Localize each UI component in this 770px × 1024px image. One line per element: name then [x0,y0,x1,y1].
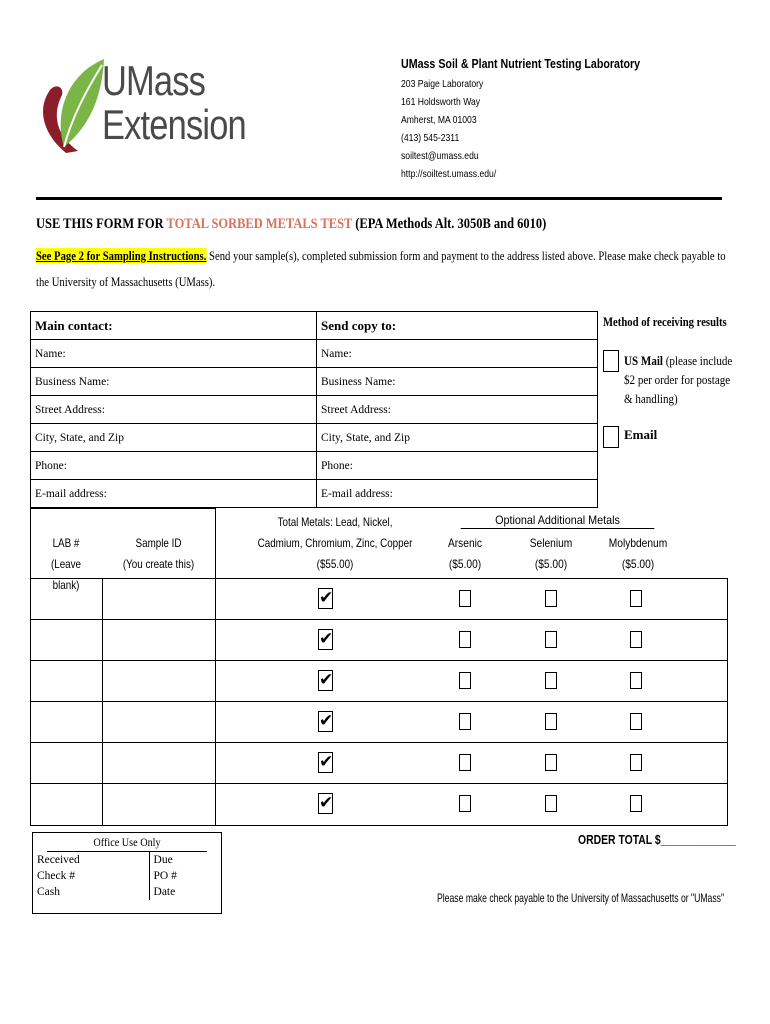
method-header: Method of receiving results [603,314,727,329]
molybdenum-checkbox[interactable] [630,590,642,607]
lab-number-header: LAB # [52,536,80,550]
molybdenum-price: ($5.00) [621,557,655,571]
main-street-field[interactable]: Street Address: [31,396,317,424]
metals-checkbox[interactable]: ✔ [319,629,334,649]
sample-id-cell[interactable] [103,702,215,742]
instructions [36,243,726,295]
lab-title: UMass Soil & Plant Nutrient Testing Laboratory [401,56,641,71]
logo-extension-text: Extension [102,101,246,148]
sample-id-cell[interactable] [103,784,215,824]
main-city-field[interactable]: City, State, and Zip [31,424,317,452]
molybdenum-checkbox[interactable] [630,713,642,730]
metals-checkbox[interactable]: ✔ [319,793,334,813]
lab-number-cell[interactable] [31,743,102,783]
metals-checkbox[interactable]: ✔ [319,752,334,772]
samples-grid [30,508,728,826]
logo-umass-text: UMass [102,57,206,104]
lab-number-cell[interactable] [31,579,102,619]
office-use-title: Office Use Only [47,833,207,852]
selenium-checkbox[interactable] [545,672,557,689]
sample-id-subheader: (You create this) [122,557,195,571]
po-number-field: PO # [149,868,221,884]
email-label: Email [624,427,658,442]
selenium-checkbox[interactable] [545,754,557,771]
optional-metals-header: Optional Additional Metals [461,512,655,529]
arsenic-checkbox[interactable] [459,795,471,812]
payable-note: Please make check payable to the University of Massachusetts or "UMass" [437,891,725,905]
lab-number-cell[interactable] [31,620,102,660]
office-use-box [32,832,222,914]
sample-id-cell[interactable] [103,579,215,619]
selenium-header: Selenium [529,536,573,550]
arsenic-checkbox[interactable] [459,754,471,771]
lab-number-cell[interactable] [31,784,102,824]
email-checkbox[interactable] [603,426,619,448]
selenium-checkbox[interactable] [545,795,557,812]
title-highlight: TOTAL SORBED METALS TEST [166,216,353,232]
phone: (413) 545-2311 [401,132,460,144]
molybdenum-checkbox[interactable] [630,795,642,812]
arsenic-checkbox[interactable] [459,590,471,607]
address-line: Amherst, MA 01003 [401,114,477,126]
metals-checkbox[interactable]: ✔ [319,711,334,731]
sample-id-cell[interactable] [103,743,215,783]
sample-id-header: Sample ID [135,536,182,550]
arsenic-checkbox[interactable] [459,631,471,648]
molybdenum-checkbox[interactable] [630,672,642,689]
molybdenum-checkbox[interactable] [630,754,642,771]
email-link[interactable]: soiltest@umass.edu [401,150,479,162]
molybdenum-checkbox[interactable] [630,631,642,648]
header-divider [36,197,722,200]
copy-street-field[interactable]: Street Address: [317,396,598,424]
lab-address-block [401,56,693,183]
main-email-field[interactable]: E-mail address: [31,480,317,508]
molybdenum-header: Molybdenum [608,536,668,550]
metals-header-line1: Total Metals: Lead, Nickel, [277,515,393,529]
contact-table [30,311,598,508]
cash-field: Cash [37,886,60,898]
usmail-checkbox[interactable] [603,350,619,372]
title-suffix: (EPA Methods Alt. 3050B and 6010) [352,216,547,232]
selenium-price: ($5.00) [534,557,568,571]
lab-number-cell[interactable] [31,702,102,742]
arsenic-checkbox[interactable] [459,672,471,689]
metals-checkbox[interactable]: ✔ [319,670,334,690]
lab-number-cell[interactable] [31,661,102,701]
date-field: Date [149,884,221,900]
copy-city-field[interactable]: City, State, and Zip [317,424,598,452]
arsenic-header: Arsenic [447,536,482,550]
umass-extension-logo [36,55,246,155]
usmail-label: US Mail [624,353,663,368]
metals-price: ($55.00) [316,557,354,571]
usmail-note: (please include $2 per order for postage & handling) [624,353,733,406]
received-field: Received [37,854,80,866]
usmail-option [624,351,733,408]
copy-business-field[interactable]: Business Name: [317,368,598,396]
copy-name-field[interactable]: Name: [317,340,598,368]
send-copy-header: Send copy to: [317,312,598,340]
main-phone-field[interactable]: Phone: [31,452,317,480]
address-line: 161 Holdsworth Way [401,96,481,108]
selenium-checkbox[interactable] [545,713,557,730]
sample-id-cell[interactable] [103,620,215,660]
check-number-field: Check # [37,870,76,882]
main-business-field[interactable]: Business Name: [31,368,317,396]
arsenic-checkbox[interactable] [459,713,471,730]
arsenic-price: ($5.00) [448,557,482,571]
instructions-text: Send your sample(s), completed submission form and payment to the address listed above. Please make check payable to [206,248,726,263]
main-name-field[interactable]: Name: [31,340,317,368]
website-link[interactable]: http://soiltest.umass.edu/ [401,168,497,180]
selenium-checkbox[interactable] [545,631,557,648]
metals-header-line2: Cadmium, Chromium, Zinc, Copper [257,536,413,550]
due-field: Due [149,852,221,868]
sample-id-cell[interactable] [103,661,215,701]
lab-number-subheader: (Leave blank) [50,557,82,592]
sampling-instructions-link[interactable]: See Page 2 for Sampling Instructions. [36,248,207,263]
main-contact-header: Main contact: [31,312,317,340]
metals-checkbox[interactable]: ✔ [319,588,334,608]
form-title [36,216,546,233]
address-line: 203 Paige Laboratory [401,78,484,90]
leaf-logo-icon [36,55,106,155]
copy-email-field[interactable]: E-mail address: [317,480,598,508]
title-prefix: USE THIS FORM FOR [36,216,167,232]
copy-phone-field[interactable]: Phone: [317,452,598,480]
selenium-checkbox[interactable] [545,590,557,607]
instructions-text-2: the University of Massachusetts (UMass). [36,274,216,289]
order-total[interactable]: ORDER TOTAL $_____________ [578,832,736,847]
